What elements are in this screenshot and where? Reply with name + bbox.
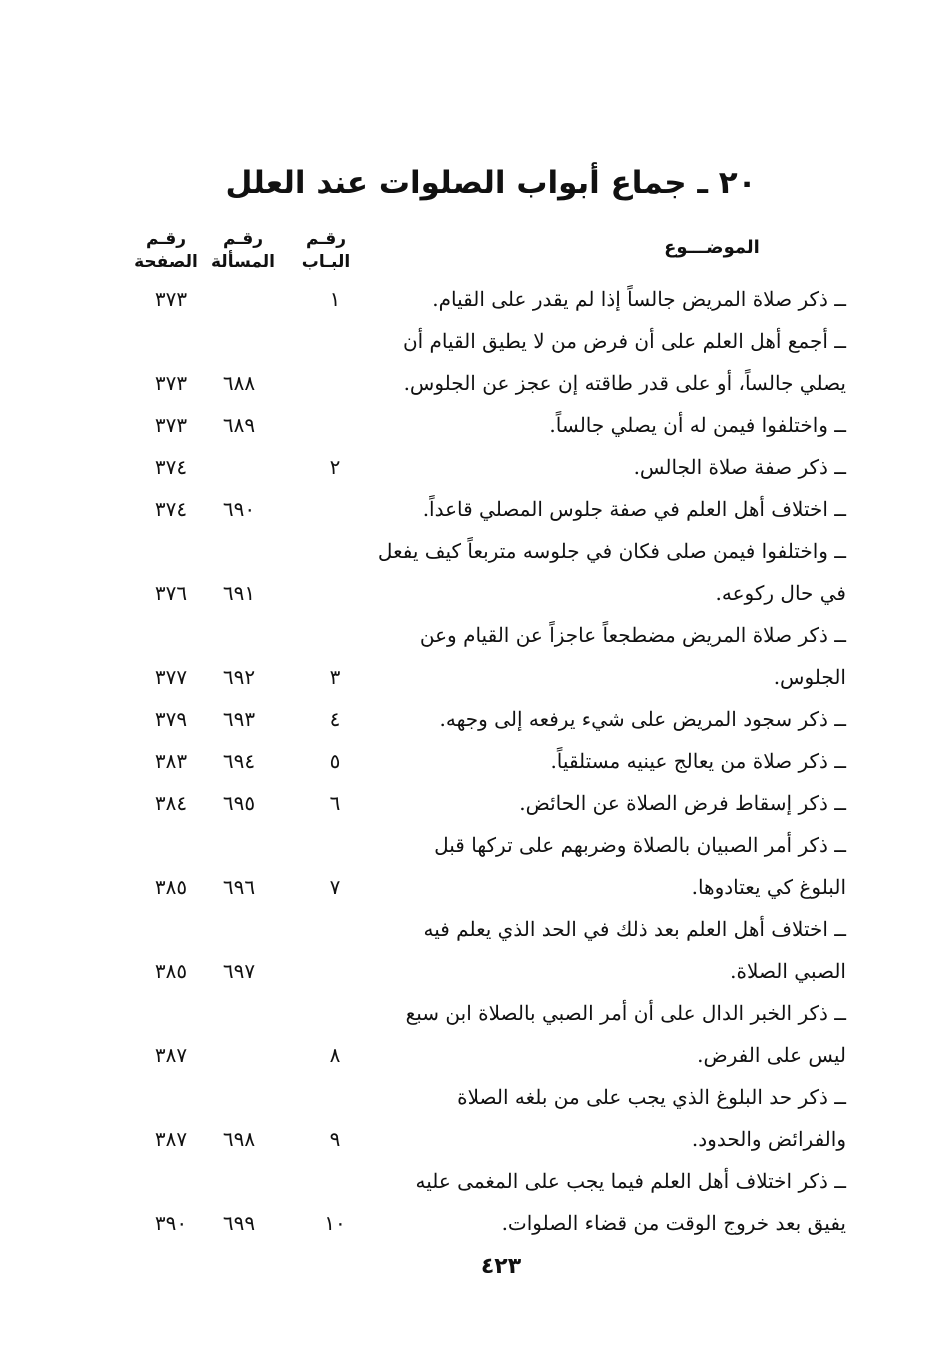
entry-masala-number: ٦٨٨ <box>222 371 256 395</box>
entry-page-number: ٣٧٦ <box>154 581 188 605</box>
header-bab <box>286 228 366 274</box>
header-bab-line2: البـاب <box>301 252 351 272</box>
entry-topic <box>356 278 846 320</box>
entry-topic <box>356 908 846 992</box>
entry-topic-line: يصلي جالساً، أو على قدر طاقته إن عجز عن الجلوس. <box>403 371 846 395</box>
entry-topic-line: ــ ذكر حد البلوغ الذي يجب على من بلغه الصلاة <box>457 1085 846 1109</box>
entry-page-number: ٣٧٧ <box>154 665 188 689</box>
header-masala <box>200 228 286 274</box>
entry-bab-number: ١ <box>329 287 341 311</box>
entry-page-number: ٣٧٣ <box>154 287 188 311</box>
entry-topic-line: ــ ذكر إسقاط فرض الصلاة عن الحائض. <box>519 791 846 815</box>
entry-topic-line: ــ واختلفوا فيمن له أن يصلي جالساً. <box>549 413 846 437</box>
page-number: ٤٢٣ <box>480 1254 522 1279</box>
header-masala-line2: المسألة <box>211 252 275 272</box>
entry-topic-line: البلوغ كي يعتادوها. <box>691 875 846 899</box>
entry-topic <box>356 320 846 404</box>
entry-topic <box>356 782 846 824</box>
entry-topic <box>356 992 846 1076</box>
entry-masala-number: ٦٩٣ <box>222 707 256 731</box>
entry-topic <box>356 698 846 740</box>
entry-topic <box>356 530 846 614</box>
entry-page-number: ٣٧٤ <box>154 455 188 479</box>
entry-topic-line: ــ ذكر الخبر الدال على أن أمر الصبي بالصلاة ابن سبع <box>405 1001 846 1025</box>
entry-topic-line: ليس على الفرض. <box>697 1043 846 1067</box>
entry-topic-line: الجلوس. <box>773 665 846 689</box>
entry-topic-line: ــ ذكر سجود المريض على شيء يرفعه إلى وجهه. <box>439 707 846 731</box>
entry-bab-number: ٥ <box>329 749 341 773</box>
entry-topic-line: ــ ذكر صفة صلاة الجالس. <box>633 455 846 479</box>
entry-bab-number: ٤ <box>329 707 341 731</box>
entry-topic <box>356 1076 846 1160</box>
entry-masala-number: ٦٨٩ <box>222 413 256 437</box>
entry-page-number: ٣٨٤ <box>154 791 188 815</box>
entry-topic-line: ــ ذكر أمر الصبيان بالصلاة وضربهم على تركها قبل <box>434 833 846 857</box>
entry-masala-number: ٦٩٧ <box>222 959 256 983</box>
header-topic: الموضـــوع <box>664 237 760 258</box>
entry-topic-line: ــ أجمع أهل العلم على أن فرض من لا يطيق القيام أن <box>402 329 846 353</box>
entry-topic <box>356 404 846 446</box>
entry-topic-line: ــ اختلاف أهل العلم بعد ذلك في الحد الذي يعلم فيه <box>423 917 846 941</box>
entry-topic-line: الصبي الصلاة. <box>730 959 846 983</box>
entry-bab-number: ٦ <box>329 791 341 815</box>
entry-masala-number: ٦٩٩ <box>222 1211 256 1235</box>
entry-topic <box>356 740 846 782</box>
entry-topic <box>356 446 846 488</box>
entry-masala-number: ٦٩١ <box>222 581 256 605</box>
header-safha <box>126 228 206 274</box>
entry-page-number: ٣٨٣ <box>154 749 188 773</box>
entry-bab-number: ٩ <box>329 1127 341 1151</box>
entry-page-number: ٣٧٣ <box>154 413 188 437</box>
entry-masala-number: ٦٩٢ <box>222 665 256 689</box>
entry-page-number: ٣٨٧ <box>154 1127 188 1151</box>
entry-topic <box>356 488 846 530</box>
entry-topic-line: والفرائض والحدود. <box>691 1127 846 1151</box>
entry-topic-line: ــ اختلاف أهل العلم في صفة جلوس المصلي قاعداً. <box>422 497 846 521</box>
entry-topic-line: يفيق بعد خروج الوقت من قضاء الصلوات. <box>501 1211 846 1235</box>
entry-page-number: ٣٧٤ <box>154 497 188 521</box>
entry-topic-line: في حال ركوعه. <box>715 581 846 605</box>
entry-topic <box>356 1160 846 1244</box>
entry-bab-number: ٣ <box>329 665 341 689</box>
entry-masala-number: ٦٩٥ <box>222 791 256 815</box>
entry-bab-number: ٢ <box>329 455 341 479</box>
entry-page-number: ٣٨٥ <box>154 875 188 899</box>
header-safha-line1: رقـم <box>145 229 187 249</box>
header-masala-line1: رقـم <box>222 229 264 249</box>
header-bab-line1: رقـم <box>305 229 347 249</box>
page-title: ٢٠ ـ جماع أبواب الصلوات عند العلل <box>225 165 757 201</box>
header-safha-line2: الصفحة <box>134 252 198 272</box>
entry-bab-number: ١٠ <box>324 1211 346 1235</box>
entry-masala-number: ٦٩٤ <box>222 749 256 773</box>
entry-masala-number: ٦٩٠ <box>222 497 256 521</box>
entry-masala-number: ٦٩٦ <box>222 875 256 899</box>
entry-bab-number: ٧ <box>329 875 341 899</box>
entry-masala-number: ٦٩٨ <box>222 1127 256 1151</box>
entry-page-number: ٣٧٩ <box>154 707 188 731</box>
entry-topic <box>356 614 846 698</box>
entry-page-number: ٣٧٣ <box>154 371 188 395</box>
entry-topic-line: ــ ذكر صلاة المريض مضطجعاً عاجزاً عن القيام وعن <box>419 623 846 647</box>
entry-topic-line: ــ ذكر صلاة المريض جالساً إذا لم يقدر على القيام. <box>432 287 846 311</box>
entry-page-number: ٣٨٧ <box>154 1043 188 1067</box>
entry-topic-line: ــ ذكر اختلاف أهل العلم فيما يجب على المغمى عليه <box>415 1169 846 1193</box>
entry-topic-line: ــ واختلفوا فيمن صلى فكان في جلوسه متربعاً كيف يفعل <box>377 539 846 563</box>
entry-bab-number: ٨ <box>329 1043 341 1067</box>
entry-page-number: ٣٩٠ <box>154 1211 188 1235</box>
entry-topic-line: ــ ذكر صلاة من يعالج عينيه مستلقياً. <box>550 749 846 773</box>
entry-page-number: ٣٨٥ <box>154 959 188 983</box>
entry-topic <box>356 824 846 908</box>
